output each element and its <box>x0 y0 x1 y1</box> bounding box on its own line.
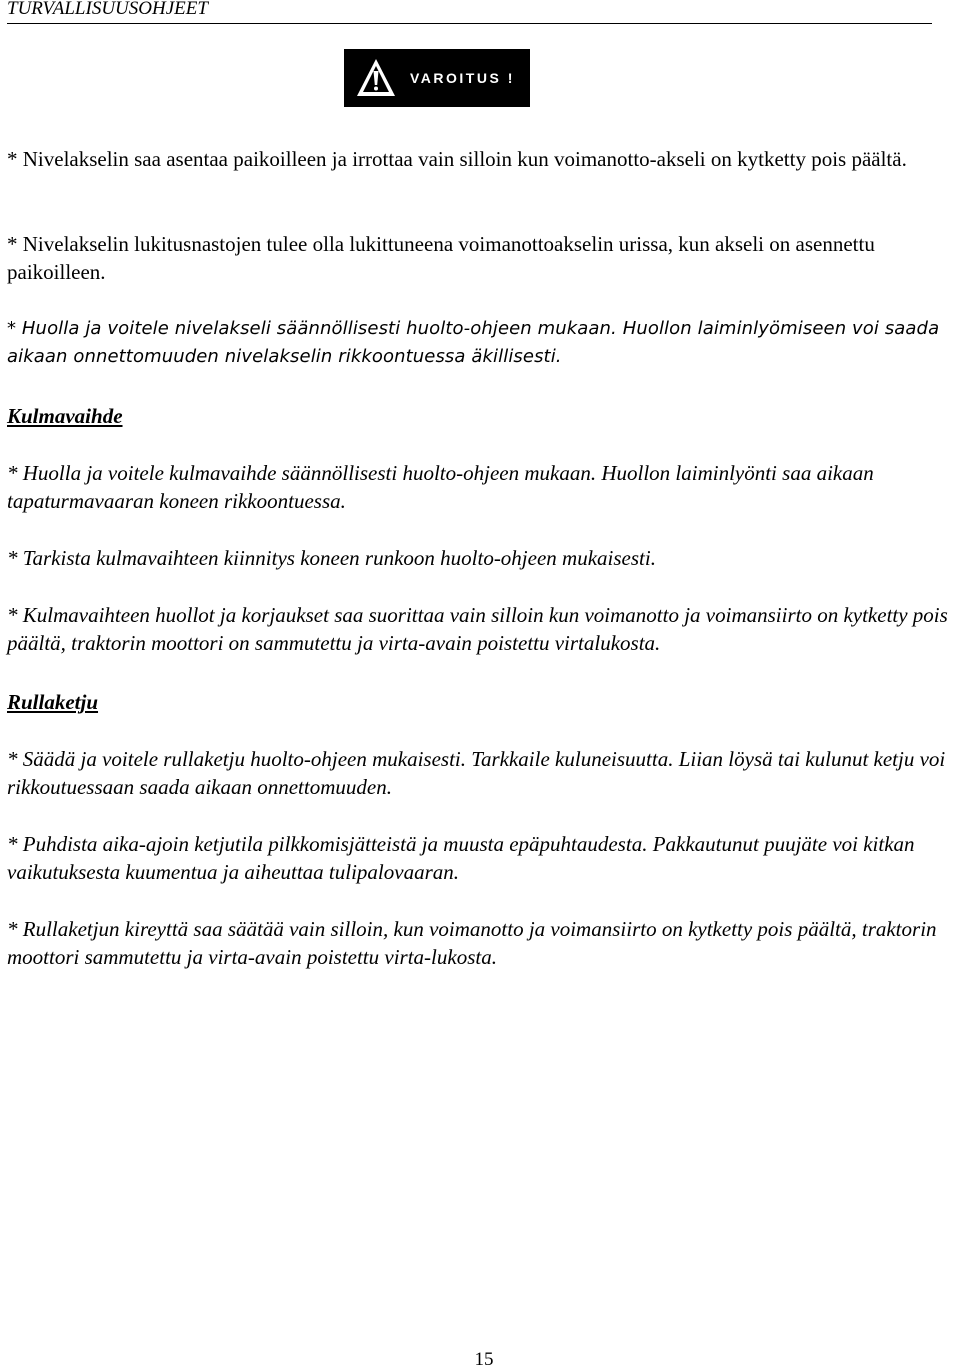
paragraph-kulmavaihde-2: * Tarkista kulmavaihteen kiinnitys koneen runkoon huolto-ohjeen mukaisesti. <box>7 546 656 570</box>
warning-label: VAROITUS ! <box>410 70 515 86</box>
section-heading-rullaketju: Rullaketju <box>7 690 99 714</box>
paragraph-intro-3: * Huolla ja voitele nivelakseli säännöllisesti huolto-ohjeen mukaan. Huollon laiminlyömiseen voi saada aikaan onnettomuuden nivelakselin rikkoontuessa äkillisesti. <box>7 318 940 367</box>
header-title: TURVALLISUUSOHJEET <box>7 0 208 19</box>
paragraph-rullaketju-1: * Säädä ja voitele rullaketju huolto-ohjeen mukaisesti. Tarkkaile kuluneisuutta. Liian löysä tai kulunut ketju voi rikkoutuessaan saada aikaan onnettomuuden. <box>7 747 946 799</box>
paragraph-intro-1: * Nivelakselin saa asentaa paikoilleen ja irrottaa vain silloin kun voimanotto-akseli on kytketty pois päältä. <box>7 147 907 171</box>
warning-box <box>344 49 530 107</box>
paragraph-rullaketju-2: * Puhdista aika-ajoin ketjutila pilkkomisjätteistä ja muusta epäpuhtaudesta. Pakkautunut puujäte voi kitkan vaikutuksesta kuumentua ja aiheuttaa tulipalovaaran. <box>7 832 915 884</box>
running-header <box>7 0 932 24</box>
paragraph-kulmavaihde-3: * Kulmavaihteen huollot ja korjaukset saa suorittaa vain silloin kun voimanotto ja voimansiirto on kytketty pois päältä, traktorin moottori on sammutettu ja virta-avain poistettu virtalukosta. <box>7 603 948 655</box>
paragraph-rullaketju-3: * Rullaketjun kireyttä saa säätää vain silloin, kun voimanotto ja voimansiirto on kytketty pois päältä, traktorin moottori sammutettu ja virta-avain poistettu virta-lukosta. <box>7 917 937 969</box>
warning-triangle-icon <box>354 56 398 100</box>
page-number: 15 <box>474 1349 494 1370</box>
paragraph-kulmavaihde-1: * Huolla ja voitele kulmavaihde säännöllisesti huolto-ohjeen mukaan. Huollon laiminlyönti saa aikaan tapaturmavaaran koneen rikkoontuessa. <box>7 461 874 513</box>
paragraph-intro-2: * Nivelakselin lukitusnastojen tulee olla lukittuneena voimanottoakselin urissa, kun akseli on asennettu paikoilleen. <box>7 232 875 284</box>
section-heading-kulmavaihde: Kulmavaihde <box>7 404 123 428</box>
